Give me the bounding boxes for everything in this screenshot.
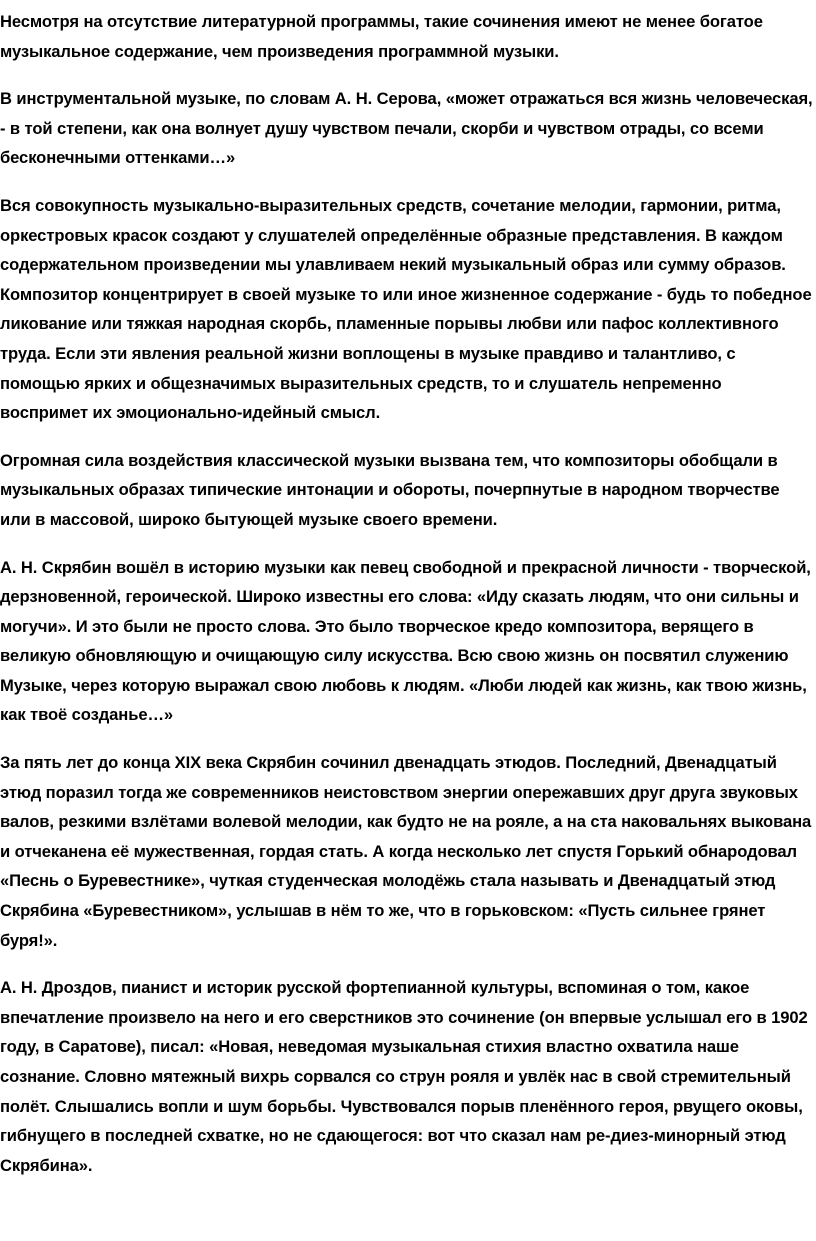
- paragraph-6: За пять лет до конца XIX века Скрябин сочинил двенадцать этюдов. Последний, Двенадцатый этюд поразил тогда же современников неистовством энергии опережавших друг друга звуковых валов, резкими взлётами волевой мелодии, как будто не на рояле, а на ста наковальнях выкована и отчеканена её мужественная, гордая стать. А когда несколько лет спустя Горький обнародовал «Песнь о Буревестнике», чуткая студенческая молодёжь стала называть и Двенадцатый этюд Скрябина «Буревестником», услышав в нём то же, что в горьковском: «Пусть сильнее грянет буря!».: [0, 753, 812, 950]
- paragraph-3: Вся совокупность музыкально-выразительных средств, сочетание мелодии, гармонии, ритма, оркестровых красок создают у слушателей определённые образные представления. В каждом содержательном произведении мы улавливаем некий музыкальный образ или сумму образов. Композитор концентрирует в своей музыке то или иное жизненное содержание - будь то победное ликование или тяжкая народная скорбь, пламенные порывы любви или пафос коллективного труда. Если эти явления реальной жизни воплощены в музыке правдиво и талантливо, с помощью ярких и общезначимых выразительных средств, то и слушатель непременно воспримет их эмоционально-идейный смысл.: [0, 195, 812, 423]
- paragraph-4: Огромная сила воздействия классической музыки вызвана тем, что композиторы обобщали в музыкальных образах типические интонации и обороты, почерпнутые в народном творчестве или в массовой, широко бытующей музыке своего времени.: [0, 450, 780, 529]
- paragraph-1: Несмотря на отсутствие литературной программы, такие сочинения имеют не менее богатое музыкальное содержание, чем произведения программной музыки.: [0, 12, 763, 61]
- paragraph-5: А. Н. Скрябин вошёл в историю музыки как певец свободной и прекрасной личности - творческой, дерзновенной, героической. Широко известны его слова: «Иду сказать людям, что они сильны и могучи». И это были не просто слова. Это было творческое кредо композитора, верящего в великую обновляющую и очищающую силу искусства. Всю свою жизнь он посвятил служению Музыке, через которую выражал свою любовь к людям. «Люби людей как жизнь, как твою жизнь, как твоё созданье…»: [0, 557, 811, 725]
- paragraph-2: В инструментальной музыке, по словам А. Н. Серова, «может отражаться вся жизнь человеческая, - в той степени, как она волнует душу чувством печали, скорби и чувством отрады, со всеми бесконечными оттенками…»: [0, 89, 813, 168]
- paragraph-7: А. Н. Дроздов, пианист и историк русской фортепианной культуры, вспоминая о том, какое впечатление произвело на него и его сверстников это сочинение (он впервые услышал его в 1902 году, в Саратове), писал: «Новая, неведомая музыкальная стихия властно охватила наше сознание. Словно мятежный вихрь сорвался со струн рояля и увлёк нас в свой стремительный полёт. Слышались вопли и шум борьбы. Чувствовался порыв пленённого героя, рвущего оковы, гибнущего в последней схватке, но не сдающегося: вот что сказал нам ре-диез-минорный этюд Скрябина».: [0, 978, 808, 1175]
